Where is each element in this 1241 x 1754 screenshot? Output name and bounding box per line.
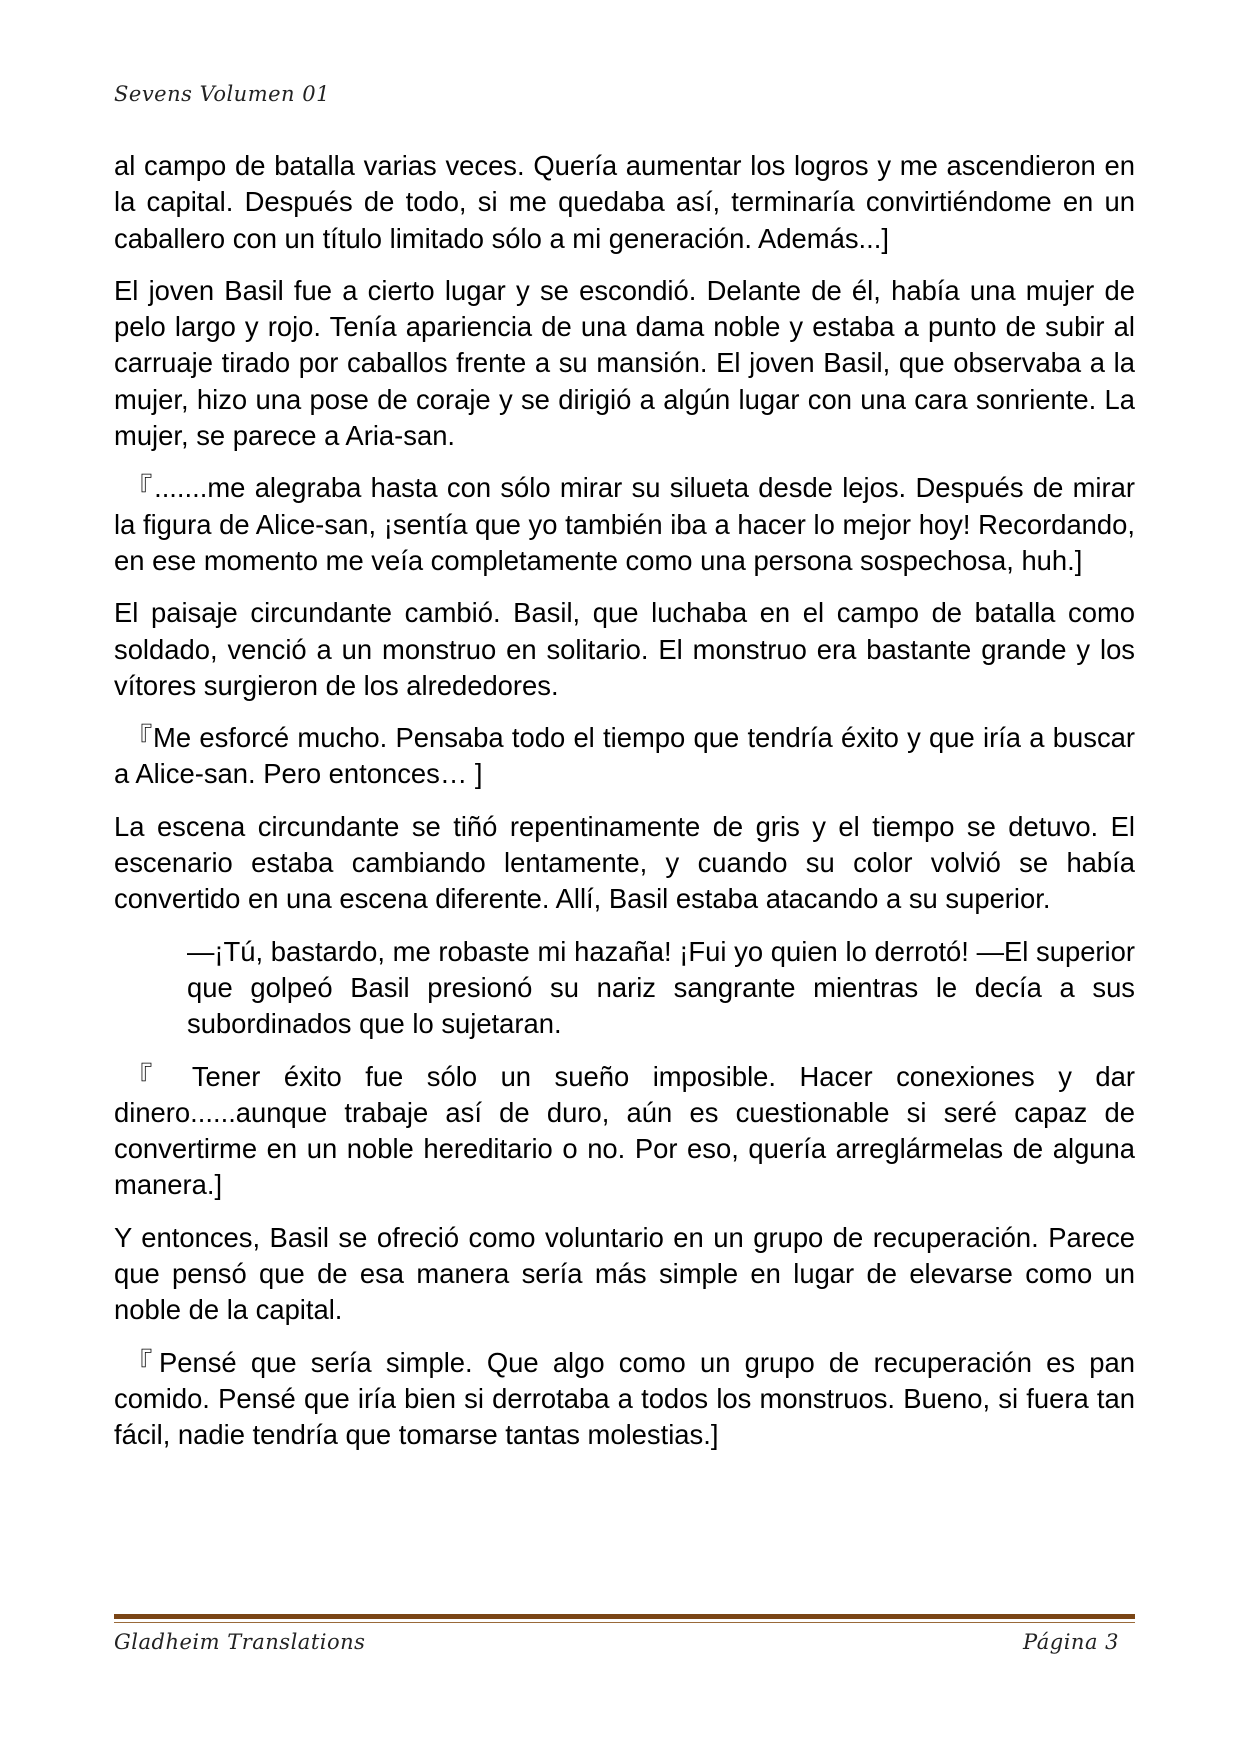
paragraph: Y entonces, Basil se ofreció como voluntario en un grupo de recuperación. Parece que pensó que de esa manera sería más simple en lugar de elevarse como un noble de la capital. — [114, 1221, 1135, 1326]
footer-rule-thin — [114, 1622, 1135, 1623]
dialogue-paragraph: 『 Tener éxito fue sólo un sueño imposible. Hacer conexiones y dar dinero......aunque trabaje así de duro, aún es cuestionable si seré capaz de convertirme en un noble hereditario o no. Por eso, quería arreglármelas de alguna manera.] — [114, 1060, 1135, 1201]
dialogue-paragraph: 『.......me alegraba hasta con sólo mirar su silueta desde lejos. Después de mirar la figura de Alice-san, ¡sentía que yo también iba a hacer lo mejor hoy! Recordando, en ese momento me veía completamente como una persona sospechosa, huh.] — [114, 472, 1135, 576]
paragraph: La escena circundante se tiñó repentinamente de gris y el tiempo se detuvo. El escenario estaba cambiando lentamente, y cuando su color volvió se había convertido en una escena diferente. Allí, Basil estaba atacando a su superior. — [114, 810, 1135, 915]
paragraph: al campo de batalla varias veces. Quería aumentar los logros y me ascendieron en la capital. Después de todo, si me quedaba así, terminaría convirtiéndome en un caballero con un título limitado sólo a mi generación. Además...] — [114, 150, 1135, 254]
page-number: Página 3 — [1023, 1630, 1119, 1654]
paragraph: El joven Basil fue a cierto lugar y se escondió. Delante de él, había una mujer de pelo largo y rojo. Tenía apariencia de una dama noble y estaba a punto de subir al carruaje tirado por caballos frente a su mansión. El joven Basil, que observaba a la mujer, hizo una pose de coraje y se dirigió a algún lugar con una cara sonriente. La mujer, se parece a Aria-san. — [114, 274, 1135, 452]
dialogue-paragraph: 『Me esforcé mucho. Pensaba todo el tiempo que tendría éxito y que iría a buscar a Alice-san. Pero entonces… ] — [114, 722, 1135, 790]
paragraph: El paisaje circundante cambió. Basil, que luchaba en el campo de batalla como soldado, venció a un monstruo en solitario. El monstruo era bastante grande y los vítores surgieron de los alrededores. — [114, 597, 1135, 701]
dialogue-paragraph: 『Pensé que sería simple. Que algo como un grupo de recuperación es pan comido. Pensé que iría bien si derrotaba a todos los monstruos. Bueno, si fuera tan fácil, nadie tendría que tomarse tantas molestias.] — [114, 1346, 1135, 1451]
page-body — [114, 148, 1135, 1470]
footer-publisher: Gladheim Translations — [114, 1630, 366, 1654]
footer-rule — [114, 1614, 1135, 1619]
running-header: Sevens Volumen 01 — [114, 82, 330, 106]
quoted-dialogue: —¡Tú, bastardo, me robaste mi hazaña! ¡Fui yo quien lo derrotó! —El superior que golpeó Basil presionó su nariz sangrante mientras le decía a sus subordinados que lo sujetaran. — [187, 935, 1135, 1040]
